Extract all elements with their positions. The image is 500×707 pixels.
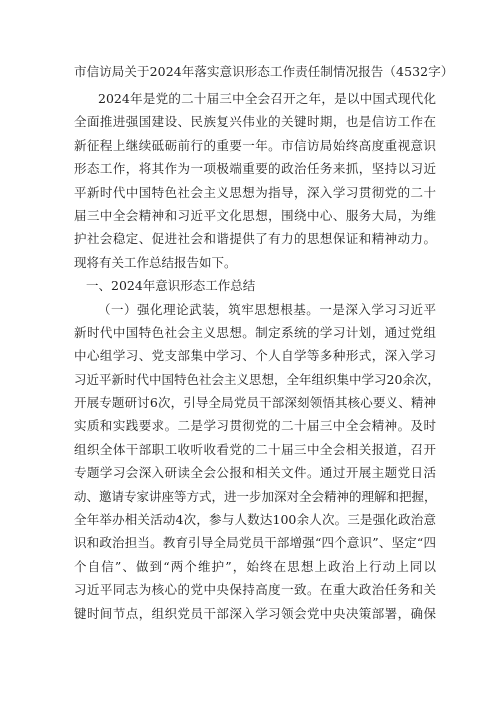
document-body xyxy=(74,87,440,625)
paragraph-line: 新征程上继续砥砺前行的重要一年。市信访局始终高度重视意识 xyxy=(74,137,436,153)
paragraph-line: 实质和实践要求。二是学习贯彻党的二十届三中全会精神。及时 xyxy=(74,418,436,434)
paragraph-line: 2024年是党的二十届三中全会召开之年，是以中国式现代化 xyxy=(98,91,436,106)
paragraph-line: 平新时代中国特色社会主义思想为指导，深入学习贯彻党的二十 xyxy=(74,184,436,200)
paragraph-line: 习近平新时代中国特色社会主义思想，全年组织集中学习20余次， xyxy=(74,371,440,387)
paragraph-line: （一）强化理论武装，筑牢思想根基。一是深入学习习近平 xyxy=(98,301,436,317)
paragraph-line: 全年举办相关活动4次，参与人数达100余人次。三是强化政治意 xyxy=(74,512,436,528)
paragraph-line: 全面推进强国建设、民族复兴伟业的关键时期，也是信访工作在 xyxy=(74,114,436,130)
paragraph-line: 护社会稳定、促进社会和谐提供了有力的思想保证和精神动力。 xyxy=(74,231,436,247)
paragraph-line: 届三中全会精神和习近平文化思想，围绕中心、服务大局，为维 xyxy=(74,207,436,223)
paragraph-line: 开展专题研讨6次，引导全局党员干部深刻领悟其核心要义、精神 xyxy=(74,395,436,411)
document-title: 市信访局关于2024年落实意识形态工作责任制情况报告（4532字） xyxy=(74,64,454,79)
paragraph-line: 个自信”、做到“两个维护”，始终在思想上政治上行动上同以 xyxy=(74,558,436,574)
paragraph-line: 专题学习会深入研读全会公报和相关文件。通过开展主题党日活 xyxy=(74,465,436,481)
paragraph-line: 动、邀请专家讲座等方式，进一步加深对全会精神的理解和把握， xyxy=(74,488,437,504)
paragraph-line: 组织全体干部职工收听收看党的二十届三中全会相关报道，召开 xyxy=(74,441,436,457)
section-heading: 一、2024年意识形态工作总结 xyxy=(86,278,256,294)
paragraph-line: 识和政治担当。教育引导全局党员干部增强“四个意识”、坚定“四 xyxy=(74,535,436,551)
paragraph-line: 形态工作，将其作为一项极端重要的政治任务来抓，坚持以习近 xyxy=(74,161,436,177)
paragraph-line: 现将有关工作总结报告如下。 xyxy=(74,254,237,270)
paragraph-line: 中心组学习、党支部集中学习、个人自学等多种形式，深入学习 xyxy=(74,348,436,364)
paragraph-line: 习近平同志为核心的党中央保持高度一致。在重大政治任务和关 xyxy=(74,582,436,598)
paragraph-line: 新时代中国特色社会主义思想。制定系统的学习计划，通过党组 xyxy=(74,324,436,340)
paragraph-line: 键时间节点，组织党员干部深入学习领会党中央决策部署，确保 xyxy=(74,605,436,621)
